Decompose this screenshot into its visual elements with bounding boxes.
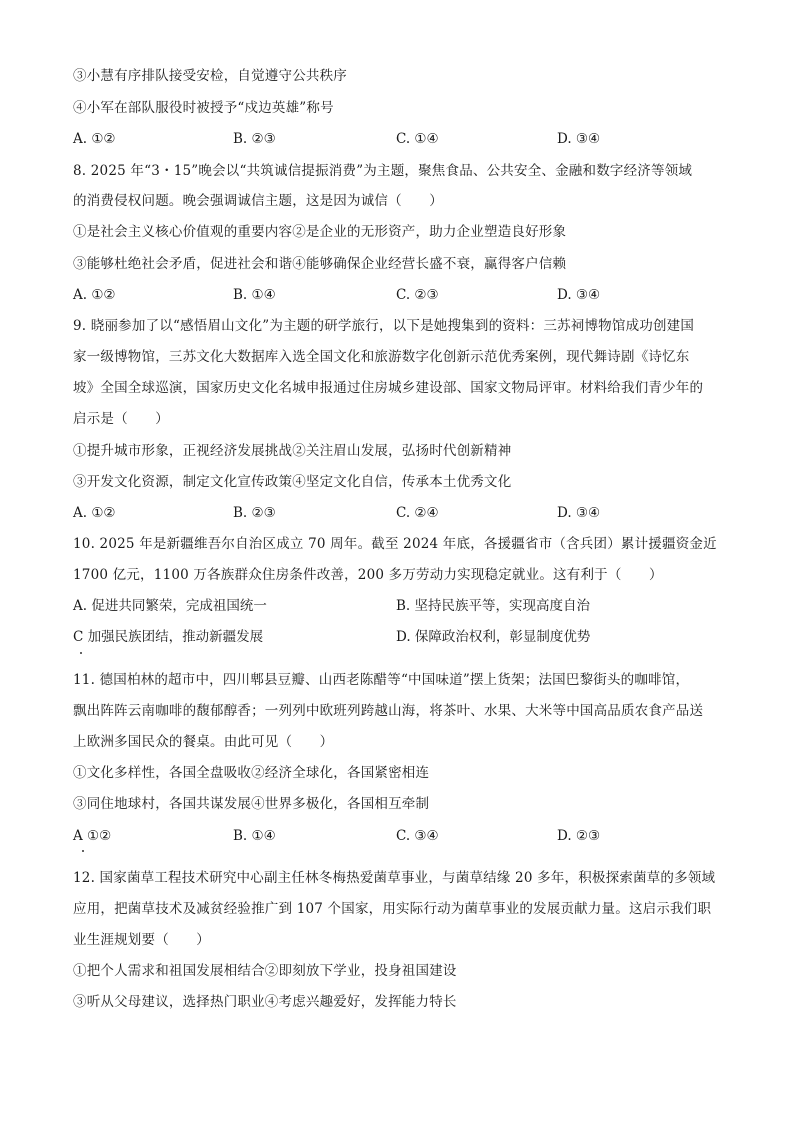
question-10-options-ab xyxy=(73,596,733,616)
option-b: B. ②③ xyxy=(233,505,276,521)
option-b: B. ①④ xyxy=(233,828,276,844)
option-d: D. ③④ xyxy=(557,505,601,521)
option-d: D. ③④ xyxy=(557,131,601,147)
question-11-line-3: 上欧洲多国民众的餐桌。由此可见（ ） xyxy=(73,734,334,750)
option-b: B. ①④ xyxy=(233,287,276,303)
stray-dot xyxy=(80,652,82,654)
option-c: C. ②④ xyxy=(396,505,439,521)
option-b: B. ②③ xyxy=(233,131,276,147)
question-10-line-2: 1700 亿元，1100 万各族群众住房条件改善，200 多万劳动力实现稳定就业。这有利于（ ） xyxy=(73,567,663,583)
option-d: D. 保障政治权利，彰显制度优势 xyxy=(396,629,591,645)
question-12-line-3: 业生涯规划要（ ） xyxy=(73,932,210,948)
option-a: A. ①② xyxy=(73,287,116,303)
question-8-statements-12: ①是社会主义核心价值观的重要内容②是企业的无形资产，助力企业塑造良好形象 xyxy=(73,224,567,240)
answer-options xyxy=(73,129,733,149)
question-9-line-4: 启示是（ ） xyxy=(73,411,169,427)
question-12-statements-12: ①把个人需求和祖国发展相结合②即刻放下学业，投身祖国建设 xyxy=(73,963,457,979)
question-8-options xyxy=(73,285,733,305)
question-11-line-2: 飘出阵阵云南咖啡的馥郁醇香；一列列中欧班列跨越山海，将茶叶、水果、大米等中国高品质农食产品送 xyxy=(73,703,704,719)
question-8-line-1: 8. 2025 年“3・15”晚会以“共筑诚信提振消费”为主题，聚焦食品、公共安全、金融和数字经济等领域 xyxy=(73,163,693,179)
question-10-options-cd xyxy=(73,627,733,647)
option-c: C. ①④ xyxy=(396,131,439,147)
question-10-line-1: 10. 2025 年是新疆维吾尔自治区成立 70 周年。截至 2024 年底，各援疆省市（含兵团）累计援疆资金近 xyxy=(73,536,717,552)
question-11-statements-12: ①文化多样性，各国全盘吸收②经济全球化，各国紧密相连 xyxy=(73,765,430,781)
option-a: A. ①② xyxy=(73,131,116,147)
stray-dot xyxy=(82,850,84,852)
question-9-line-2: 家一级博物馆，三苏文化大数据库入选全国文化和旅游数字化创新示范优秀案例，现代舞诗剧《诗忆东 xyxy=(73,349,690,365)
question-9-statements-12: ①提升城市形象，正视经济发展挑战②关注眉山发展，弘扬时代创新精神 xyxy=(73,443,512,459)
option-a: A ①② xyxy=(73,828,112,844)
option-d: D. ③④ xyxy=(557,287,601,303)
option-c: C. ③④ xyxy=(396,828,439,844)
option-d: D. ②③ xyxy=(557,828,601,844)
option-a: A. 促进共同繁荣，完成祖国统一 xyxy=(73,598,267,614)
statement-3: ③小慧有序排队接受安检，自觉遵守公共秩序 xyxy=(73,68,347,84)
question-12-statements-34: ③听从父母建议，选择热门职业④考虑兴趣爱好，发挥能力特长 xyxy=(73,994,457,1010)
question-9-line-1: 9. 晓丽参加了以“感悟眉山文化”为主题的研学旅行，以下是她搜集到的资料：三苏祠博物馆成功创建国 xyxy=(73,318,695,334)
question-9-line-3: 坡》全国全球巡演，国家历史文化名城申报通过住房城乡建设部、国家文物局评审。材料给我们青少年的 xyxy=(73,380,704,396)
question-12-line-2: 应用，把菌草技术及减贫经验推广到 107 个国家，用实际行动为菌草事业的发展贡献力量。这启示我们职 xyxy=(73,901,712,917)
option-b: B. 坚持民族平等，实现高度自治 xyxy=(396,598,591,614)
question-9-statements-34: ③开发文化资源，制定文化宣传政策④坚定文化自信，传承本土优秀文化 xyxy=(73,474,512,490)
question-11-statements-34: ③同住地球村，各国共谋发展④世界多极化，各国相互牵制 xyxy=(73,796,430,812)
option-a: A. ①② xyxy=(73,505,116,521)
question-8-statements-34: ③能够杜绝社会矛盾，促进社会和谐④能够确保企业经营长盛不衰，赢得客户信赖 xyxy=(73,256,567,272)
question-8-line-2: 的消费侵权问题。晚会强调诚信主题，这是因为诚信（ ） xyxy=(73,193,443,209)
option-c: C. ②③ xyxy=(396,287,439,303)
question-12-line-1: 12. 国家菌草工程技术研究中心副主任林冬梅热爱菌草事业，与菌草结缘 20 多年，积极探索菌草的多领域 xyxy=(73,870,716,886)
question-9-options xyxy=(73,503,733,523)
question-11-options xyxy=(73,826,733,846)
statement-4: ④小军在部队服役时被授予“戍边英雄”称号 xyxy=(73,100,334,116)
question-11-line-1: 11. 德国柏林的超市中，四川郫县豆瓣、山西老陈醋等“中国味道”摆上货架；法国巴黎街头的咖啡馆， xyxy=(73,672,690,688)
option-c: C 加强民族团结，推动新疆发展 xyxy=(73,629,264,645)
